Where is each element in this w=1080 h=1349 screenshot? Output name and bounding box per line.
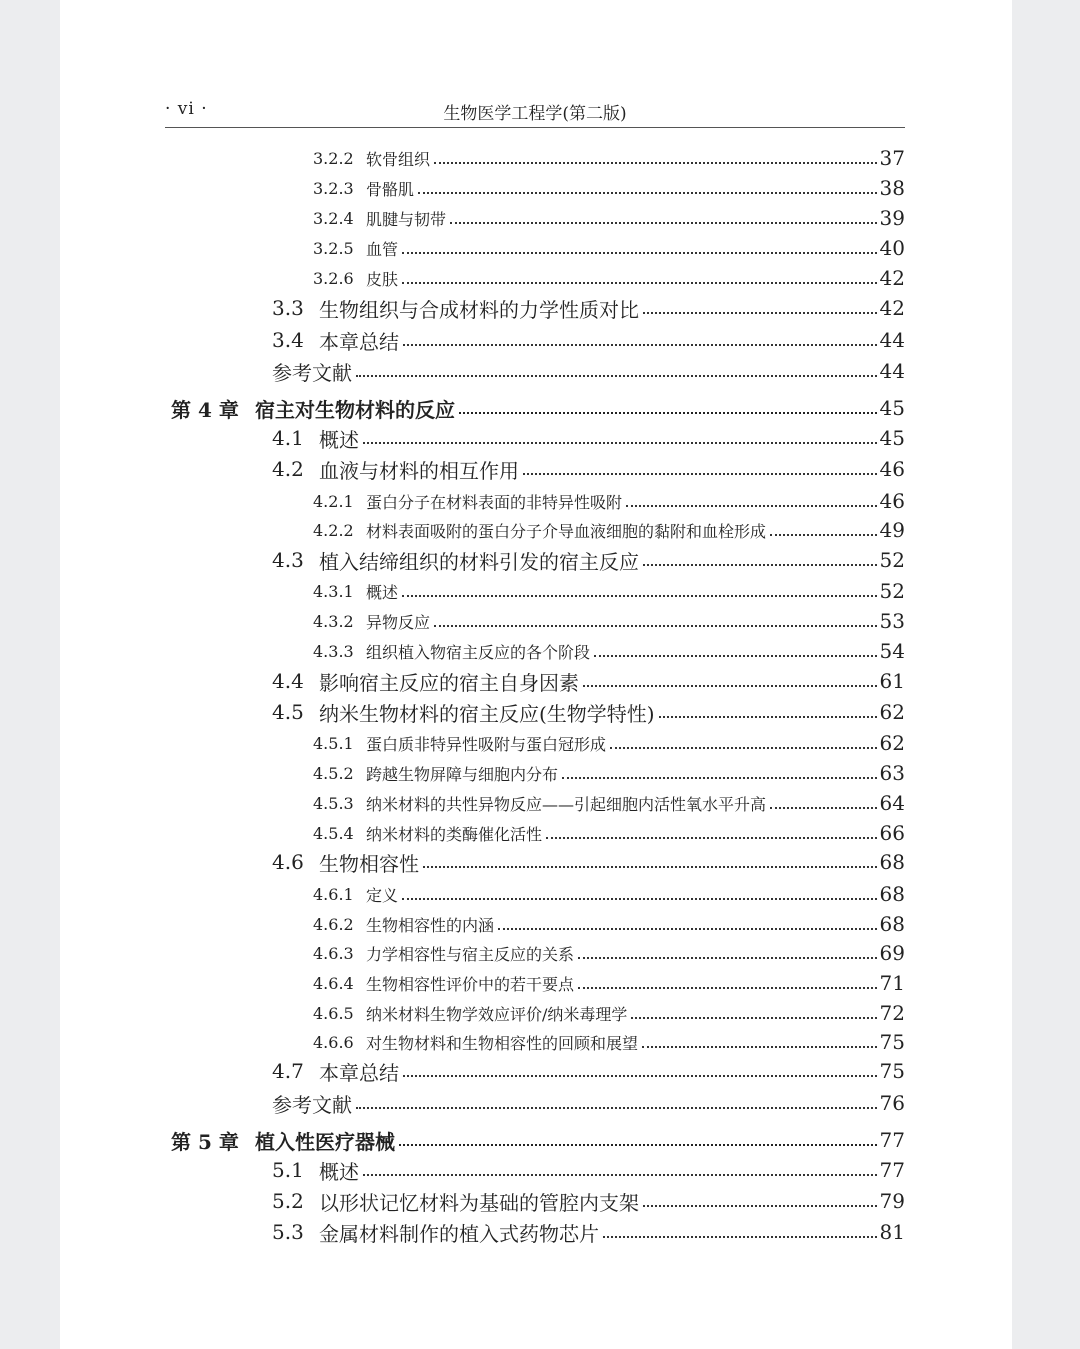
entry-page: 68 [879, 850, 905, 874]
entry-page: 76 [879, 1091, 905, 1115]
entry-title: 参考文献 [272, 1092, 352, 1117]
entry-page: 49 [879, 518, 905, 542]
toc-entry-section [165, 697, 905, 727]
entry-number: 4.3 [272, 548, 304, 572]
entry-page: 71 [879, 971, 905, 995]
entry-number: 4.2.2 [313, 520, 354, 540]
entry-title: 金属材料制作的植入式药物芯片 [319, 1221, 599, 1246]
book-page [60, 0, 1012, 1349]
entry-number: 4.3.2 [313, 611, 354, 631]
entry-page: 52 [879, 579, 905, 603]
entry-number: 4.7 [272, 1059, 304, 1083]
dot-leader [402, 282, 877, 284]
entry-title: 影响宿主反应的宿主自身因素 [319, 670, 579, 695]
entry-title: 宿主对生物材料的反应 [255, 397, 455, 422]
toc-entry-subsection [165, 143, 905, 173]
entry-page: 54 [879, 639, 905, 663]
entry-page: 53 [879, 609, 905, 633]
entry-title: 植入性医疗器械 [255, 1129, 395, 1154]
entry-number: 4.5.1 [313, 733, 354, 753]
toc-entry-section [165, 1186, 905, 1216]
entry-number: 4.6.3 [313, 943, 354, 963]
entry-title: 本章总结 [319, 1060, 399, 1085]
dot-leader [434, 625, 877, 627]
dot-leader [434, 162, 877, 164]
entry-page: 68 [879, 882, 905, 906]
toc-entry-section [165, 325, 905, 355]
entry-number: 4.6.1 [313, 884, 354, 904]
toc-entry-subsection [165, 173, 905, 203]
toc-entry-subsection [165, 728, 905, 758]
toc-entry-subsection [165, 909, 905, 939]
dot-leader [402, 252, 877, 254]
toc-entry-chapter [165, 1125, 905, 1155]
dot-leader [356, 1107, 877, 1109]
entry-title: 皮肤 [366, 269, 399, 289]
entry-number: 3.2.2 [313, 148, 354, 168]
entry-page: 75 [879, 1059, 905, 1083]
running-header [165, 97, 905, 128]
dot-leader [363, 442, 877, 444]
dot-leader [498, 928, 877, 930]
toc-entry-subsection [165, 758, 905, 788]
entry-title: 纳米材料的类酶催化活性 [366, 824, 543, 844]
entry-title: 组织植入物宿主反应的各个阶段 [366, 642, 591, 662]
page-folio: · vi · [165, 99, 208, 119]
dot-leader [631, 1017, 876, 1019]
toc-entry-section [165, 423, 905, 453]
toc-entry-subsection [165, 233, 905, 263]
entry-number: 3.2.5 [313, 238, 354, 258]
entry-page: 81 [879, 1220, 905, 1244]
toc-entry-section [165, 293, 905, 323]
dot-leader [770, 807, 877, 809]
entry-page: 45 [879, 396, 905, 420]
entry-title: 生物相容性的内涵 [366, 915, 495, 935]
entry-page: 37 [879, 146, 905, 170]
entry-page: 39 [879, 206, 905, 230]
toc-entry-subsection [165, 486, 905, 516]
dot-leader [363, 1174, 877, 1176]
entry-page: 75 [879, 1030, 905, 1054]
entry-title: 生物组织与合成材料的力学性质对比 [319, 297, 639, 322]
entry-title: 血管 [366, 239, 399, 259]
dot-leader [402, 595, 877, 597]
dot-leader [610, 747, 877, 749]
entry-number: 4.4 [272, 669, 304, 693]
entry-page: 44 [879, 359, 905, 383]
entry-number: 4.6.2 [313, 914, 354, 934]
entry-title: 纳米材料的共性异物反应——引起细胞内活性氧水平升高 [366, 794, 767, 814]
dot-leader [356, 375, 877, 377]
entry-number: 3.2.4 [313, 208, 354, 228]
entry-number: 4.3.3 [313, 641, 354, 661]
toc-entry-subsection [165, 576, 905, 606]
toc-entry-section [165, 847, 905, 877]
entry-title: 概述 [319, 427, 359, 452]
toc-entry-subsection [165, 938, 905, 968]
dot-leader [626, 505, 877, 507]
entry-title: 蛋白质非特异性吸附与蛋白冠形成 [366, 734, 607, 754]
dot-leader [459, 412, 877, 414]
entry-number: 4.3.1 [313, 581, 354, 601]
toc-entry-subsection [165, 788, 905, 818]
entry-title: 跨越生物屏障与细胞内分布 [366, 764, 559, 784]
entry-number: 4.6.6 [313, 1032, 354, 1052]
entry-page: 42 [879, 266, 905, 290]
dot-leader [418, 192, 877, 194]
toc-entry-subsection [165, 818, 905, 848]
entry-number: 5.3 [272, 1220, 304, 1244]
entry-title: 以形状记忆材料为基础的管腔内支架 [319, 1190, 639, 1215]
toc-entry-subsection [165, 203, 905, 233]
entry-page: 45 [879, 426, 905, 450]
entry-title: 对生物材料和生物相容性的回顾和展望 [366, 1033, 639, 1053]
entry-title: 材料表面吸附的蛋白分子介导血液细胞的黏附和血栓形成 [366, 521, 767, 541]
dot-leader [643, 1205, 877, 1207]
dot-leader [523, 473, 877, 475]
entry-page: 62 [879, 700, 905, 724]
entry-page: 69 [879, 941, 905, 965]
dot-leader [562, 777, 877, 779]
dot-leader [643, 312, 877, 314]
entry-title: 本章总结 [319, 329, 399, 354]
entry-page: 40 [879, 236, 905, 260]
toc-entry-chapter [165, 393, 905, 423]
entry-title: 概述 [366, 582, 399, 602]
toc-entry-section [165, 545, 905, 575]
entry-title: 生物相容性评价中的若干要点 [366, 974, 575, 994]
entry-page: 63 [879, 761, 905, 785]
entry-number: 4.5 [272, 700, 304, 724]
dot-leader [594, 655, 877, 657]
dot-leader [770, 534, 877, 536]
entry-title: 软骨组织 [366, 149, 431, 169]
entry-page: 79 [879, 1189, 905, 1213]
entry-page: 52 [879, 548, 905, 572]
toc-entry-section [165, 454, 905, 484]
toc-entry-section [165, 666, 905, 696]
entry-page: 42 [879, 296, 905, 320]
entry-number: 3.3 [272, 296, 304, 320]
toc-entry-subsection [165, 968, 905, 998]
dot-leader [403, 1075, 877, 1077]
entry-number: 3.2.6 [313, 268, 354, 288]
entry-page: 62 [879, 731, 905, 755]
dot-leader [578, 987, 877, 989]
entry-title: 概述 [319, 1159, 359, 1184]
toc-entry-subsection [165, 263, 905, 293]
entry-title: 异物反应 [366, 612, 431, 632]
entry-number: 4.5.3 [313, 793, 354, 813]
entry-number: 4.2 [272, 457, 304, 481]
dot-leader [659, 716, 877, 718]
entry-page: 46 [879, 489, 905, 513]
dot-leader [642, 1046, 877, 1048]
toc-entry-references [165, 356, 905, 386]
dot-leader [402, 898, 877, 900]
entry-title: 骨骼肌 [366, 179, 415, 199]
entry-number: 第 5 章 [171, 1129, 239, 1154]
dot-leader [546, 837, 877, 839]
dot-leader [423, 866, 877, 868]
toc-entry-section [165, 1056, 905, 1086]
book-title: 生物医学工程学(第二版) [443, 104, 627, 124]
entry-page: 68 [879, 912, 905, 936]
entry-page: 38 [879, 176, 905, 200]
entry-title: 定义 [366, 885, 399, 905]
entry-page: 77 [879, 1128, 905, 1152]
dot-leader [399, 1144, 877, 1146]
entry-page: 64 [879, 791, 905, 815]
toc-entry-subsection [165, 515, 905, 545]
entry-number: 4.5.2 [313, 763, 354, 783]
entry-number: 3.4 [272, 328, 304, 352]
entry-page: 61 [879, 669, 905, 693]
dot-leader [450, 222, 877, 224]
entry-page: 72 [879, 1001, 905, 1025]
toc-entry-subsection [165, 636, 905, 666]
dot-leader [643, 564, 877, 566]
entry-title: 蛋白分子在材料表面的非特异性吸附 [366, 492, 623, 512]
entry-page: 44 [879, 328, 905, 352]
dot-leader [583, 685, 877, 687]
entry-number: 5.1 [272, 1158, 304, 1182]
toc-entry-subsection [165, 998, 905, 1028]
entry-number: 4.6.5 [313, 1003, 354, 1023]
entry-number: 4.6 [272, 850, 304, 874]
dot-leader [578, 957, 877, 959]
entry-page: 46 [879, 457, 905, 481]
entry-number: 5.2 [272, 1189, 304, 1213]
toc-entry-subsection [165, 606, 905, 636]
entry-title: 植入结缔组织的材料引发的宿主反应 [319, 549, 639, 574]
toc-entry-section [165, 1217, 905, 1247]
entry-title: 肌腱与韧带 [366, 209, 447, 229]
dot-leader [403, 344, 877, 346]
entry-number: 第 4 章 [171, 397, 239, 422]
entry-number: 4.1 [272, 426, 304, 450]
entry-number: 4.5.4 [313, 823, 354, 843]
entry-title: 生物相容性 [319, 851, 419, 876]
entry-title: 血液与材料的相互作用 [319, 458, 519, 483]
entry-title: 纳米生物材料的宿主反应(生物学特性) [319, 701, 655, 726]
entry-title: 纳米材料生物学效应评价/纳米毒理学 [366, 1004, 628, 1024]
entry-number: 4.6.4 [313, 973, 354, 993]
toc-entry-section [165, 1155, 905, 1185]
entry-title: 力学相容性与宿主反应的关系 [366, 944, 575, 964]
entry-number: 3.2.3 [313, 178, 354, 198]
toc-entry-subsection [165, 879, 905, 909]
toc-entry-subsection [165, 1027, 905, 1057]
dot-leader [603, 1236, 877, 1238]
entry-page: 77 [879, 1158, 905, 1182]
entry-number: 4.2.1 [313, 491, 354, 511]
entry-title: 参考文献 [272, 360, 352, 385]
toc-entry-references [165, 1088, 905, 1118]
entry-page: 66 [879, 821, 905, 845]
